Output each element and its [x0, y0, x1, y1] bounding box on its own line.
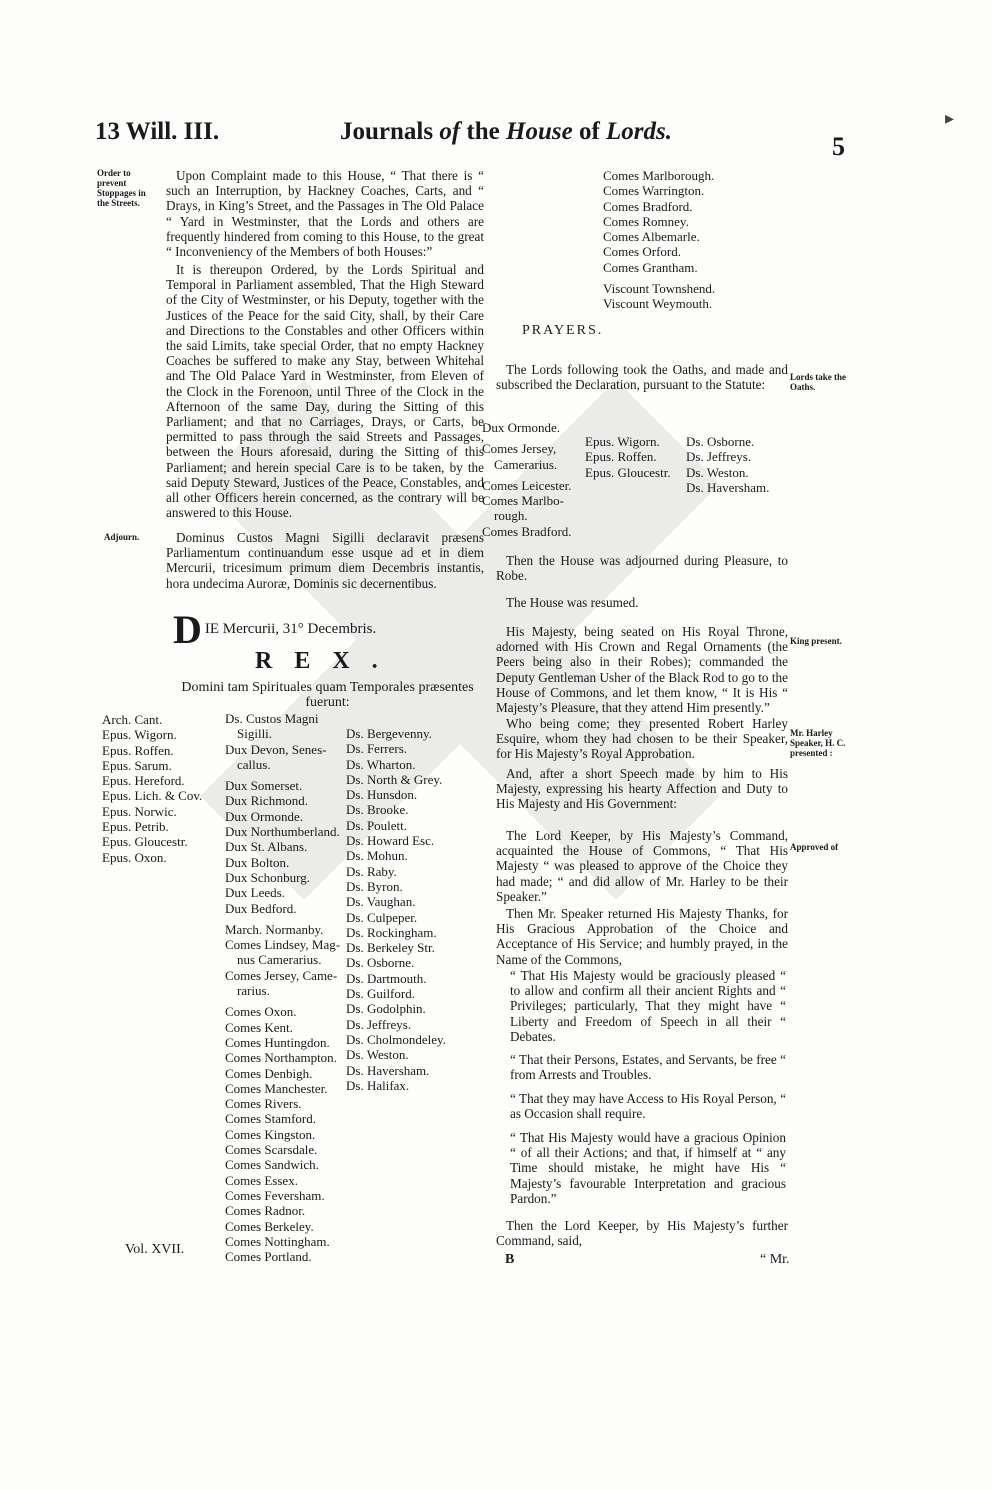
list-item: Ds. Rockingham.	[346, 924, 437, 940]
list-item: Comes Denbigh.	[225, 1065, 313, 1081]
petition-pardon: “ That His Majesty would have a gracious Opinion “ of all their Actions; and that, if himself at “ any Time should mistake, he might have His “ Majesty’s favourable Interpretation and gracious Pardon.”	[510, 1130, 786, 1206]
list-item: Comes Nottingham.	[225, 1233, 330, 1249]
list-item: Comes Marlbo-	[482, 493, 564, 509]
list-item: Comes Rivers.	[225, 1096, 302, 1112]
list-item: Comes Kingston.	[225, 1126, 316, 1142]
list-item: Comes Berkeley.	[225, 1218, 314, 1234]
list-item: Ds. Haversham.	[686, 479, 770, 495]
date-text: IE Mercurii, 31° Decembris.	[204, 621, 377, 637]
list-item: Comes Essex.	[225, 1172, 298, 1188]
list-item: Epus. Petrib.	[102, 819, 169, 835]
list-item: Dux Northumberland.	[225, 824, 340, 840]
list-item: Ds. Hunsdon.	[346, 787, 418, 803]
list-item: Epus. Sarum.	[102, 757, 172, 773]
further-paragraph: Then the Lord Keeper, by His Majesty’s further Command, said,	[496, 1218, 788, 1249]
domini-line: Domini tam Spirituales quam Temporales præsentes fuerunt:	[181, 680, 474, 711]
list-item: Ds. Cholmondeley.	[346, 1031, 446, 1047]
volume-number: Vol. XVII.	[125, 1242, 185, 1257]
list-item: Ds. Culpeper.	[346, 909, 418, 925]
list-item: Dux Leeds.	[225, 885, 285, 901]
list-item: Ds. Bergevenny.	[346, 726, 432, 741]
petition-access: “ That they may have Access to His Royal Person, “ as Occasion shall require.	[510, 1091, 786, 1122]
list-item: Ds. Jeffreys.	[346, 1016, 412, 1032]
list-item: Epus. Roffen.	[585, 449, 657, 465]
order-paragraph: It is thereupon Ordered, by the Lords Spiritual and Temporal in Parliament assembled, That the High Steward of the City of Westminster, or his Deputy, together with the Justices of the Peace for the said City, shall, by their Care and Directions to the Constables and other Officers within the said Limits, take special Order, that no empty Hackney Coaches be suffered to make any Stay, between Whitehal and The Old Palace Yard in Westminster, from Eleven of the Clock in the Forenoon, until Three of the Clock in the Afternoon of the same Day, during the Sitting of this Parliament; and that no Carriages, Drays, or Carts, be permitted to pass through the said Streets and Passages, between the Hours aforesaid, during the Sitting of this Parliament; and herein special Care is to be taken, by the said Deputy Steward, Justices of the Peace, Constables, and all other Officers herein concerned, as the contrary will be answered to this House.	[166, 262, 484, 521]
list-item: Epus. Oxon.	[102, 849, 167, 865]
list-item: callus.	[237, 756, 271, 772]
side-note-streets: Order to prevent Stoppages in the Streets.	[97, 168, 146, 208]
list-item: Comes Sandwich.	[225, 1157, 319, 1173]
margin-mark: ▸	[945, 108, 955, 128]
list-item: Ds. Jeffreys.	[686, 449, 752, 465]
prayers-heading: PRAYERS.	[522, 323, 604, 338]
list-item: Comes Radnor.	[225, 1203, 306, 1219]
list-item: Dux Bedford.	[225, 900, 297, 916]
list-item: Ds. Haversham.	[346, 1062, 430, 1078]
petition-persons: “ That their Persons, Estates, and Servants, be free “ from Arrests and Troubles.	[510, 1052, 786, 1083]
list-item: Epus. Wigorn.	[585, 434, 660, 449]
list-item: Dux Bolton.	[225, 854, 290, 870]
list-item: Comes Albemarle.	[603, 229, 700, 245]
list-item: Epus. Wigorn.	[102, 727, 177, 743]
list-item: Ds. Berkeley Str.	[346, 940, 435, 956]
list-item: Ds. Mohun.	[346, 848, 408, 864]
drop-cap: D	[173, 607, 202, 652]
list-item: Epus. Gloucestr.	[585, 464, 671, 480]
dukes-earls-list	[225, 711, 340, 1264]
regnal-year: 13 Will. III.	[95, 118, 220, 145]
list-item: Arch. Cant.	[102, 712, 163, 727]
list-item: Comes Warrington.	[603, 183, 705, 199]
rex-heading: REX.	[255, 648, 400, 674]
list-item: Comes Feversham.	[225, 1187, 325, 1203]
journal-title: Journals of the House of Lords.	[340, 118, 672, 145]
list-item: Ds. Howard Esc.	[346, 833, 435, 849]
majesty-paragraph: His Majesty, being seated on His Royal Throne, adorned with His Crown and Regal Ornaments (the Peers being also in their Robes); commanded the Deputy Gentleman Usher of the Black Rod to go to the House of Commons, and let them know, “ It is His “ Majesty’s Pleasure, that they attend Him presently.”	[496, 624, 788, 716]
list-item: Ds. Osborne.	[686, 434, 755, 449]
list-item: Comes Portland.	[225, 1249, 312, 1265]
list-item: Comes Grantham.	[603, 259, 698, 275]
side-note-oaths: Lords take the Oaths.	[790, 372, 846, 392]
list-item: Ds. Brooke.	[346, 802, 409, 818]
list-item: Viscount Weymouth.	[603, 296, 713, 312]
list-item: Comes Jersey,	[482, 441, 557, 457]
harley-paragraph: Who being come; they presented Robert Harley Esquire, whom they had chosen to be their Speaker, for His Majesty’s Royal Approbation.	[496, 716, 788, 762]
list-item: Comes Oxon.	[225, 1004, 297, 1020]
list-item: Ds. Guilford.	[346, 986, 415, 1002]
list-item: Ds. Custos Magni	[225, 711, 319, 726]
list-item: nus Camerarius.	[237, 952, 322, 968]
list-item: Dux St. Albans.	[225, 839, 308, 855]
list-item: Comes Jersey, Came-	[225, 967, 338, 983]
petition-rights: “ That His Majesty would be graciously pleased “ to allow and confirm all their ancient Rights and “ Privileges; particularly, That they might have “ Liberty and Freedom of Speech in all their “ Debates.	[510, 968, 786, 1044]
side-note-approved: Approved of	[790, 842, 839, 852]
adjourn-paragraph: Dominus Custos Magni Sigilli declaravit præsens Parliamentum continuandum esse usque ad et in diem Mercurii, tricesimum primum diem Decembris instantis, hora undecima Auroræ, Dominis sic decernentibus.	[166, 530, 484, 591]
list-item: Ds. Halifax.	[346, 1077, 410, 1093]
list-item: Epus. Hereford.	[102, 773, 185, 789]
signature-mark: B	[505, 1252, 515, 1267]
catchword: “ Mr.	[760, 1252, 790, 1267]
adjourned-paragraph: Then the House was adjourned during Pleasure, to Robe.	[496, 553, 788, 584]
oaths-paragraph: The Lords following took the Oaths, and made and subscribed the Declaration, pursuant to the Statute:	[496, 362, 788, 393]
list-item: Comes Bradford.	[603, 198, 693, 214]
list-item: Dux Schonburg.	[225, 869, 310, 885]
list-item: Dux Ormonde.	[225, 808, 303, 824]
list-item: Dux Richmond.	[225, 793, 309, 809]
speech-paragraph: And, after a short Speech made by him to His Majesty, expressing his hearty Affection and Duty to His Majesty and His Government:	[496, 766, 788, 812]
list-item: Comes Bradford.	[482, 523, 572, 539]
list-item: Ds. Weston.	[686, 464, 749, 480]
list-item: Dux Somerset.	[225, 778, 303, 794]
list-item: Dux Ormonde.	[482, 420, 560, 435]
list-item: Ds. Ferrers.	[346, 741, 408, 757]
list-item: Ds. North & Grey.	[346, 771, 443, 787]
list-item: Epus. Gloucestr.	[102, 834, 188, 850]
list-item: Comes Orford.	[603, 244, 681, 260]
bishops-list	[102, 712, 202, 865]
oath-list-temporal	[482, 420, 572, 539]
list-item: Comes Northampton.	[225, 1050, 337, 1066]
list-item: Ds. Byron.	[346, 878, 403, 894]
keeper-paragraph: The Lord Keeper, by His Majesty’s Command, acquainted the House of Commons, “ That His Majesty “ was pleased to approve of the Choice they had made; “ and did allow of Mr. Harley to be their Speaker.”	[496, 828, 788, 904]
list-item: Ds. Godolphin.	[346, 1001, 426, 1017]
date-line	[173, 607, 483, 652]
list-item: Ds. Dartmouth.	[346, 970, 427, 986]
earls-continued-list	[603, 168, 715, 312]
list-item: Comes Scarsdale.	[225, 1142, 318, 1158]
list-item: Viscount Townshend.	[603, 281, 716, 297]
list-item: Comes Leicester.	[482, 477, 572, 493]
list-item: Ds. Osborne.	[346, 955, 415, 971]
list-item: Ds. Poulett.	[346, 817, 408, 833]
thanks-paragraph: Then Mr. Speaker returned His Majesty Thanks, for His Gracious Approbation of the Choice and Acceptance of His Service; and humbly prayed, in the Name of the Commons,	[496, 906, 788, 967]
page-number: 5	[832, 132, 845, 161]
complaint-paragraph: Upon Complaint made to this House, “ That there is “ such an Interruption, by Hackney Coaches, Carts, and “ Drays, in King’s Street, and the Passages in The Old Palace “ Yard in Westminster, that the Lords and others are frequently hindered from coming to this House, to the great “ Inconveniency of the Members of both Houses:”	[166, 168, 484, 260]
list-item: Comes Romney.	[603, 213, 689, 229]
list-item: Ds. Vaughan.	[346, 894, 416, 910]
list-item: Comes Lindsey, Mag-	[225, 937, 341, 953]
list-item: Ds. Weston.	[346, 1047, 409, 1063]
list-item: Sigilli.	[237, 726, 273, 742]
side-note-harley: Mr. Harley Speaker, H. C. presented :	[790, 728, 846, 758]
resumed-paragraph: The House was resumed.	[506, 595, 639, 610]
list-item: Epus. Roffen.	[102, 742, 174, 758]
barons-list	[346, 726, 446, 1093]
list-item: Comes Kent.	[225, 1019, 293, 1035]
list-item: Comes Stamford.	[225, 1111, 316, 1127]
list-item: Comes Huntingdon.	[225, 1034, 330, 1050]
list-item: March. Normanby.	[225, 921, 324, 937]
side-note-adjourn: Adjourn.	[104, 532, 140, 542]
list-item: Epus. Norwic.	[102, 803, 177, 819]
list-item: Ds. Wharton.	[346, 756, 416, 772]
list-item: Dux Devon, Senes-	[225, 741, 327, 757]
list-item: Camerarius.	[494, 456, 558, 472]
list-item: Comes Marlborough.	[603, 168, 715, 183]
list-item: Comes Manchester.	[225, 1080, 328, 1096]
list-item: rough.	[494, 508, 528, 524]
oath-list-bishops	[585, 434, 671, 480]
list-item: rarius.	[237, 983, 270, 999]
side-note-king: King present.	[790, 636, 842, 646]
list-item: Ds. Raby.	[346, 863, 397, 879]
list-item: Epus. Lich. & Cov.	[102, 788, 203, 804]
oath-list-barons	[686, 434, 769, 495]
